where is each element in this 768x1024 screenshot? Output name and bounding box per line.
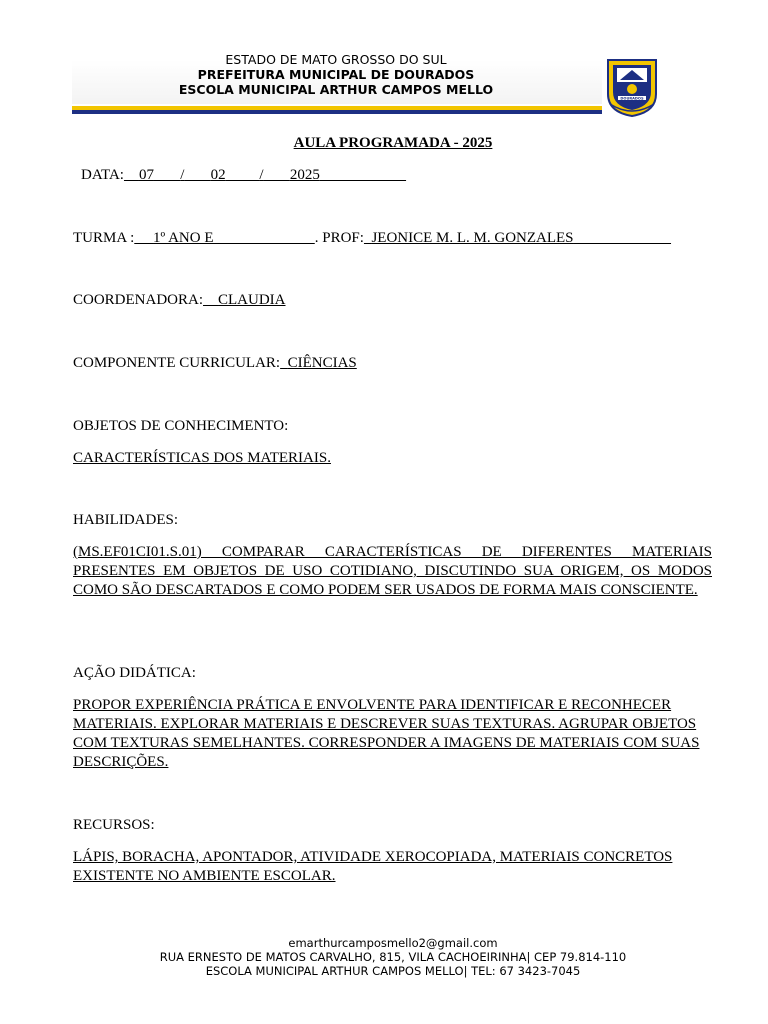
prefecture-name: PREFEITURA MUNICIPAL DE DOURADOS [197, 67, 475, 82]
logo-caption: DOURADOS [620, 96, 644, 101]
date-label: DATA: [81, 167, 124, 183]
prof-value: JEONICE M. L. M. GONZALES [371, 230, 574, 246]
date-year: 2025 [289, 167, 320, 183]
header-stripe-blue [72, 110, 602, 114]
component-line [73, 355, 698, 372]
date-sep-1: / [180, 167, 185, 183]
recursos-text: LÁPIS, BORACHA, APONTADOR, ATIVIDADE XEROCOPIADA, MATERIAIS CONCRETOS EXISTENTE NO AMBIENTE ESCOLAR. [73, 849, 673, 884]
page-title: AULA PROGRAMADA - 2025 [293, 135, 493, 151]
coord-label: COORDENADORA: [73, 292, 204, 308]
component-value: CIÊNCIAS [287, 355, 357, 371]
component-label: COMPONENTE CURRICULAR: [73, 355, 281, 371]
date-month: 02 [210, 167, 226, 183]
prof-label: . PROF: [314, 230, 364, 246]
recursos-label: RECURSOS: [73, 817, 155, 833]
turma-label: TURMA : [73, 230, 135, 246]
objetos-text: CARACTERÍSTICAS DOS MATERIAIS. [73, 450, 331, 466]
footer [0, 936, 768, 978]
acao-label: AÇÃO DIDÁTICA: [73, 665, 196, 681]
letterhead [72, 52, 600, 97]
date-day: 07 [138, 167, 154, 183]
footer-email[interactable]: emarthurcamposmello2@gmail.com [288, 936, 498, 950]
dourados-crest-logo [606, 56, 658, 118]
objetos-label: OBJETOS DE CONHECIMENTO: [73, 418, 289, 434]
state-name: ESTADO DE MATO GROSSO DO SUL [225, 52, 447, 67]
date-sep-2: / [259, 167, 264, 183]
turma-value: 1º ANO E [153, 230, 214, 246]
footer-address: RUA ERNESTO DE MATOS CARVALHO, 815, VILA CACHOEIRINHA| CEP 79.814-110 [159, 950, 627, 964]
coord-line [73, 292, 697, 309]
coord-value: CLAUDIA [218, 292, 286, 308]
footer-school: ESCOLA MUNICIPAL ARTHUR CAMPOS MELLO| TEL: 67 3423-7045 [205, 964, 581, 978]
habilidades-label: HABILIDADES: [73, 512, 178, 528]
acao-text: PROPOR EXPERIÊNCIA PRÁTICA E ENVOLVENTE PARA IDENTIFICAR E RECONHECER MATERIAIS. EXPLORAR MATERIAIS E DESCREVER SUAS TEXTURAS. AGRUPAR OBJETOS COM TEXTURAS SEMELHANTES. CORRESPONDER A IMAGENS DE MATERIAIS COM SUAS DESCRIÇÕES. [73, 697, 700, 770]
habilidades-text: (MS.EF01CI01.S.01) COMPARAR CARACTERÍSTICAS DE DIFERENTES MATERIAIS PRESENTES EM OBJETOS DE USO COTIDIANO, DISCUTINDO SUA ORIGEM, OS MODOS COMO SÃO DESCARTADOS E COMO PODEM SER USADOS DE FORMA MAIS CONSCIENTE. [73, 544, 712, 598]
school-name: ESCOLA MUNICIPAL ARTHUR CAMPOS MELLO [178, 82, 494, 97]
date-line [81, 167, 406, 184]
turma-line [73, 230, 671, 247]
